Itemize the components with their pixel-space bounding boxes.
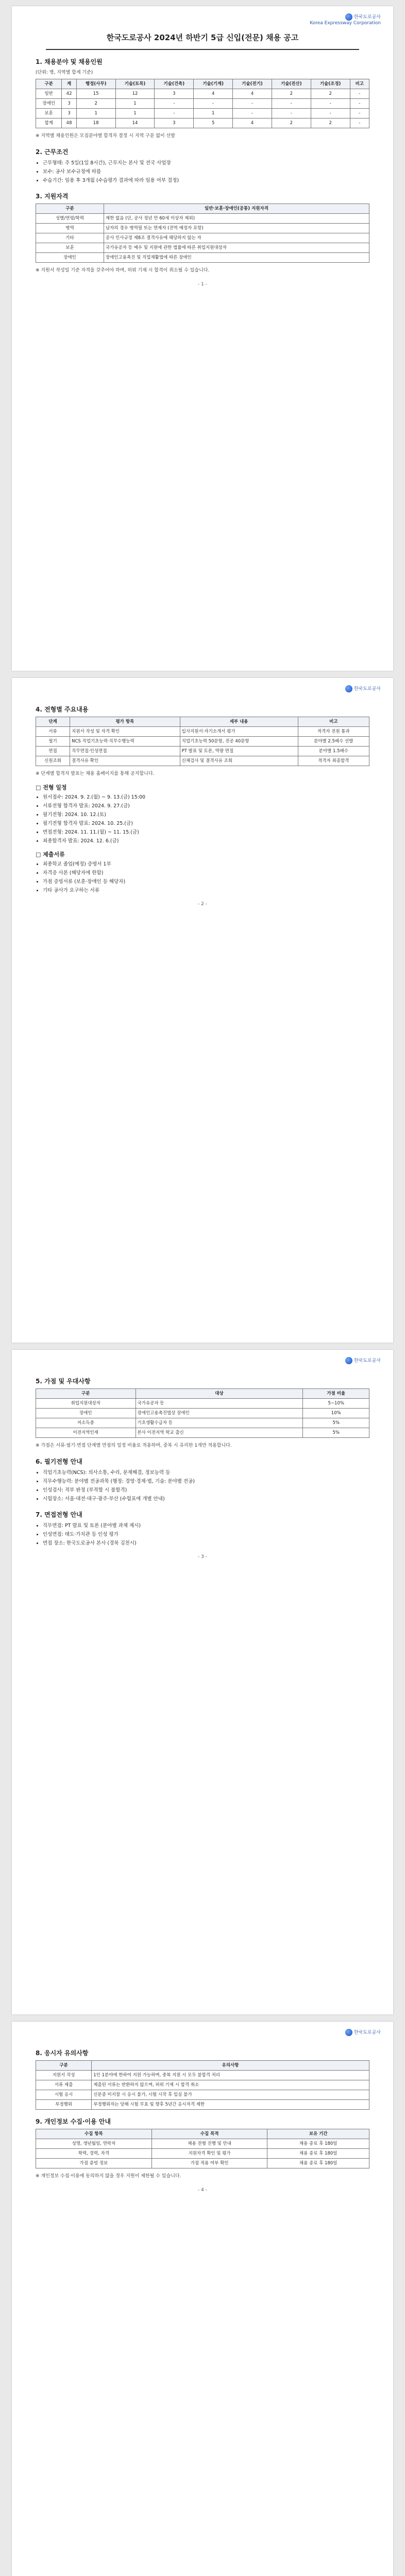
table-cell: - <box>311 109 350 118</box>
table-cell: 가점 적용 여부 확인 <box>151 2159 267 2168</box>
table-row <box>36 253 369 263</box>
list-item: • 직무수행능력: 분야별 전공과목 (행정: 경영·경제·법, 기술: 분야별 전공) <box>43 1478 369 1485</box>
section-title-qualifications: 3. 지원자격 <box>36 193 69 200</box>
table-cell: 채용 종료 후 180일 <box>267 2159 369 2168</box>
table-row <box>36 727 369 737</box>
table-cell: 5% <box>303 1418 369 1428</box>
table-header-row <box>36 204 369 214</box>
table-cell: 1 <box>115 99 155 109</box>
table-header-cell: 수집 목적 <box>151 2129 267 2139</box>
table-cell: - <box>233 99 272 109</box>
list-item: • 보수: 공사 보수규정에 따름 <box>43 168 369 176</box>
table-cell: 채용 종료 후 180일 <box>267 2139 369 2149</box>
recruit-table-note: (단위: 명, 지역별 합계 기준) <box>36 70 93 75</box>
table-header-cell: 비고 <box>298 717 369 727</box>
table-cell: - <box>350 99 369 109</box>
table-cell: 공사 인사규정 제8조 결격사유에 해당하지 않는 자 <box>104 233 369 243</box>
table-cell: 3 <box>62 99 76 109</box>
table-cell: 본사 이전지역 학교 출신 <box>136 1428 303 1438</box>
table-cell: 보훈 <box>36 109 62 118</box>
table-cell: 지원서 작성 및 자격 확인 <box>70 727 180 737</box>
table-row <box>36 737 369 747</box>
table-header-cell: 구분 <box>36 79 62 89</box>
table-cell: 1 <box>115 109 155 118</box>
table-cell: NCS 직업기초능력·직무수행능력 <box>70 737 180 747</box>
table-cell: 2 <box>311 89 350 99</box>
table-row <box>36 2139 369 2149</box>
table-cell: - <box>155 109 194 118</box>
section-title-interview: 7. 면접전형 안내 <box>36 1511 82 1518</box>
table-cell: 1 <box>76 109 115 118</box>
document-page-3 <box>12 1350 393 2014</box>
org-logo-subtext: Korea Expressway Corporation <box>310 21 381 26</box>
table-cell: 3 <box>62 109 76 118</box>
table-cell: 4 <box>233 118 272 128</box>
table-cell: 2 <box>311 118 350 128</box>
table-header-cell: 비고 <box>350 79 369 89</box>
table-cell: 적격자 최종합격 <box>298 756 369 766</box>
table-header-row <box>36 2061 369 2071</box>
table-cell: 신분증 미지참 시 응시 불가, 시험 시작 후 입실 불가 <box>92 2090 369 2100</box>
table-cell: 면접 <box>36 747 70 756</box>
qualification-table <box>36 204 369 263</box>
list-item: • 면접 장소: 한국도로공사 본사 (경북 김천시) <box>43 1539 369 1547</box>
table-cell: 14 <box>115 118 155 128</box>
table-cell: - <box>194 99 233 109</box>
table-header-cell: 기술(토목) <box>115 79 155 89</box>
documents-list <box>36 860 369 894</box>
table-header-cell: 단계 <box>36 717 70 727</box>
table-cell: PT 발표 및 토론, 역량 면접 <box>180 747 298 756</box>
list-item: • 가점 증빙서류 (보훈·장애인 등 해당자) <box>43 878 369 886</box>
table-cell: 18 <box>76 118 115 128</box>
table-header-cell: 계 <box>62 79 76 89</box>
list-item: • 서류전형 합격자 발표: 2024. 9. 27.(금) <box>43 802 369 810</box>
table-row <box>36 756 369 766</box>
table-cell: 국가유공자 등 <box>136 1399 303 1409</box>
table-cell: - <box>233 109 272 118</box>
table-row <box>36 233 369 243</box>
table-row <box>36 224 369 233</box>
table-header-cell: 세부 내용 <box>180 717 298 727</box>
table-cell: 적격자 전원 통과 <box>298 727 369 737</box>
table-row <box>36 99 369 109</box>
table-cell: 가점 증빙 정보 <box>36 2159 152 2168</box>
table-cell: 12 <box>115 89 155 99</box>
table-cell: 4 <box>194 89 233 99</box>
table-row <box>36 1399 369 1409</box>
org-logo-text: 한국도로공사 <box>353 2030 381 2036</box>
org-logo-text: 한국도로공사 <box>353 1358 381 1364</box>
table-cell: 장애인 <box>36 1409 136 1418</box>
page-number: - 4 - <box>198 2188 207 2193</box>
table-cell: 지원서 작성 <box>36 2071 92 2080</box>
table-cell: 신원조회 <box>36 756 70 766</box>
org-logo <box>345 2029 381 2036</box>
list-item: • 필기전형: 2024. 10. 12.(토) <box>43 811 369 819</box>
table-cell: 3 <box>155 89 194 99</box>
page-number: - 2 - <box>198 902 207 907</box>
section-title-bonus: 5. 가점 및 우대사항 <box>36 1378 91 1385</box>
table-cell: 2 <box>272 118 311 128</box>
table-header-cell: 기술(전기) <box>233 79 272 89</box>
table-cell: 보훈 <box>36 243 104 253</box>
table-header-cell: 일반·보훈·장애인(공통) 지원자격 <box>104 204 369 214</box>
table-header-cell: 평가 항목 <box>70 717 180 727</box>
table-cell: 채용 전형 진행 및 안내 <box>151 2139 267 2149</box>
stage-table <box>36 717 369 766</box>
table-cell: 병역 <box>36 224 104 233</box>
table-cell: - <box>350 109 369 118</box>
list-item: • 자격증 사본 (해당자에 한함) <box>43 869 369 877</box>
table-cell: 저소득층 <box>36 1418 136 1428</box>
bonus-table <box>36 1388 369 1438</box>
list-item: • 원서접수: 2024. 9. 2.(월) ~ 9. 13.(금) 15:00 <box>43 793 369 801</box>
table-row <box>36 2090 369 2100</box>
conditions-list <box>36 159 369 184</box>
list-item: • 기타 공사가 요구하는 서류 <box>43 887 369 894</box>
table-row <box>36 1409 369 1418</box>
org-logo <box>310 13 381 26</box>
table-cell: 5 <box>194 118 233 128</box>
list-item: • 수습기간: 임용 후 3개월 (수습평가 결과에 따라 임용 여부 결정) <box>43 177 369 184</box>
table-cell: - <box>350 118 369 128</box>
list-item: • 인성검사: 적부 판정 (부적합 시 불합격) <box>43 1486 369 1494</box>
table-header-cell: 가점 비율 <box>303 1389 369 1399</box>
table-cell: 필기 <box>36 737 70 747</box>
table-cell: 제출된 서류는 반환하지 않으며, 허위 기재 시 합격 취소 <box>92 2080 369 2090</box>
privacy-note: ※ 개인정보 수집·이용에 동의하지 않을 경우 지원이 제한될 수 있습니다. <box>36 2174 181 2179</box>
documents-title: □ 제출서류 <box>36 851 65 858</box>
schedule-list <box>36 793 369 845</box>
table-cell: 이전지역인재 <box>36 1428 136 1438</box>
table-row <box>36 1418 369 1428</box>
table-header-cell: 구분 <box>36 2061 92 2071</box>
table-cell: 성별/연령/학력 <box>36 214 104 224</box>
list-item: • 직무면접: PT 발표 및 토론 (분야별 과제 제시) <box>43 1522 369 1530</box>
org-logo-text: 한국도로공사 <box>353 686 381 692</box>
table-cell: 결격사유 확인 <box>70 756 180 766</box>
table-header-cell: 기술(전산) <box>272 79 311 89</box>
list-item: • 면접전형: 2024. 11. 11.(월) ~ 11. 15.(금) <box>43 828 369 836</box>
privacy-table <box>36 2129 369 2168</box>
document-page-2 <box>12 678 393 1343</box>
table-row <box>36 2100 369 2110</box>
document-page-1 <box>12 6 393 671</box>
section-title-written-test: 6. 필기전형 안내 <box>36 1458 82 1465</box>
page-number: - 3 - <box>198 1554 207 1560</box>
table-row <box>36 1428 369 1438</box>
written-test-list <box>36 1469 369 1503</box>
table-cell: 장애인고용촉진법상 장애인 <box>136 1409 303 1418</box>
list-item: • 인성면접: 태도·가치관 등 인성 평가 <box>43 1531 369 1538</box>
table-header-cell: 기술(조경) <box>311 79 350 89</box>
table-cell: 1 <box>194 109 233 118</box>
table-header-row <box>36 2129 369 2139</box>
table-header-cell: 유의사항 <box>92 2061 369 2071</box>
table-cell: 제한 없음 (단, 공사 정년 만 60세 이상자 제외) <box>104 214 369 224</box>
bonus-note: ※ 가점은 서류·필기·면접 단계별 만점의 일정 비율로 적용하며, 중복 시 유리한 1개만 적용합니다. <box>36 1443 232 1448</box>
table-cell: 시험 응시 <box>36 2090 92 2100</box>
table-header-row <box>36 1389 369 1399</box>
table-cell: 부정행위자는 당해 시험 무효 및 향후 5년간 응시자격 제한 <box>92 2100 369 2110</box>
table-cell: 서류 제출 <box>36 2080 92 2090</box>
qualification-note: ※ 지원서 작성일 기준 자격을 갖추어야 하며, 허위 기재 시 합격이 취소될 수 있습니다. <box>36 268 210 273</box>
section-title-stages: 4. 전형별 주요내용 <box>36 706 89 713</box>
list-item: • 최종학교 졸업(예정) 증명서 1부 <box>43 860 369 868</box>
org-logo-icon <box>345 2029 352 2036</box>
section-title-conditions: 2. 근무조건 <box>36 148 69 156</box>
table-cell: 기타 <box>36 233 104 243</box>
section-title-recruit: 1. 채용분야 및 채용인원 <box>36 58 103 65</box>
table-cell: 학력, 경력, 자격 <box>36 2149 152 2159</box>
table-cell: 국가유공자 등 예우 및 지원에 관한 법률에 따른 취업지원대상자 <box>104 243 369 253</box>
table-cell: 장애인고용촉진 및 직업재활법에 따른 장애인 <box>104 253 369 263</box>
table-cell: - <box>311 99 350 109</box>
table-cell: 직업기초능력 50문항, 전공 40문항 <box>180 737 298 747</box>
section-title-cautions: 8. 응시자 유의사항 <box>36 2049 89 2057</box>
table-cell: - <box>350 89 369 99</box>
table-cell: 합계 <box>36 118 62 128</box>
list-item: • 최종합격자 발표: 2024. 12. 6.(금) <box>43 837 369 845</box>
table-cell: 분야별 1.5배수 <box>298 747 369 756</box>
table-cell: 입사지원서·자기소개서 평가 <box>180 727 298 737</box>
table-cell: 직무면접·인성면접 <box>70 747 180 756</box>
table-cell: 2 <box>272 89 311 99</box>
table-header-cell: 기술(기계) <box>194 79 233 89</box>
org-logo <box>345 1357 381 1364</box>
table-cell: 1인 1분야에 한하여 지원 가능하며, 중복 지원 시 모두 불합격 처리 <box>92 2071 369 2080</box>
table-cell: 장애인 <box>36 99 62 109</box>
table-cell: 10% <box>303 1409 369 1418</box>
table-cell: 5~10% <box>303 1399 369 1409</box>
org-logo-icon <box>345 1357 352 1364</box>
table-row <box>36 2159 369 2168</box>
table-cell: 15 <box>76 89 115 99</box>
table-header-row <box>36 717 369 727</box>
table-cell: 신체검사 및 결격사유 조회 <box>180 756 298 766</box>
table-cell: 기초생활수급자 등 <box>136 1418 303 1428</box>
schedule-title: □ 전형 일정 <box>36 784 67 791</box>
page-number: - 1 - <box>198 282 207 287</box>
table-row <box>36 109 369 118</box>
table-cell: 5% <box>303 1428 369 1438</box>
list-item: • 시험장소: 서울·대전·대구·광주·부산 (수험표에 개별 안내) <box>43 1495 369 1503</box>
table-row <box>36 2071 369 2080</box>
table-cell: 48 <box>62 118 76 128</box>
table-row <box>36 747 369 756</box>
table-header-cell: 대상 <box>136 1389 303 1399</box>
table-cell: 지원자격 확인 및 평가 <box>151 2149 267 2159</box>
table-cell: 남자의 경우 병역필 또는 면제자 (전역 예정자 포함) <box>104 224 369 233</box>
table-cell: 취업지원대상자 <box>36 1399 136 1409</box>
table-cell: - <box>155 99 194 109</box>
table-cell: 42 <box>62 89 76 99</box>
document-title: 한국도로공사 2024년 하반기 5급 신입(전문) 채용 공고 <box>46 28 359 50</box>
table-header-row <box>36 79 369 89</box>
table-cell: 3 <box>155 118 194 128</box>
list-item: • 필기전형 합격자 발표: 2024. 10. 25.(금) <box>43 820 369 827</box>
section-title-privacy: 9. 개인정보 수집·이용 안내 <box>36 2118 111 2125</box>
table-header-cell: 수집 항목 <box>36 2129 152 2139</box>
document-page-4 <box>12 2022 393 2576</box>
recruit-footnote: ※ 지역별 채용인원은 모집분야별 합격자 결정 시 지역 구분 없이 선발 <box>36 133 175 139</box>
table-row <box>36 118 369 128</box>
table-header-cell: 기술(건축) <box>155 79 194 89</box>
org-logo-icon <box>345 685 352 692</box>
org-logo-text: 한국도로공사 <box>353 14 381 20</box>
table-row <box>36 243 369 253</box>
table-row <box>36 2080 369 2090</box>
table-row <box>36 2149 369 2159</box>
table-cell: - <box>272 109 311 118</box>
org-logo <box>345 685 381 692</box>
table-header-cell: 구분 <box>36 204 104 214</box>
org-logo-icon <box>345 13 352 21</box>
table-header-cell: 보유 기간 <box>267 2129 369 2139</box>
table-cell: - <box>272 99 311 109</box>
interview-list <box>36 1522 369 1547</box>
table-header-cell: 구분 <box>36 1389 136 1399</box>
table-row <box>36 89 369 99</box>
table-cell: 부정행위 <box>36 2100 92 2110</box>
table-cell: 4 <box>233 89 272 99</box>
table-cell: 분야별 2.5배수 선발 <box>298 737 369 747</box>
list-item: • 직업기초능력(NCS): 의사소통, 수리, 문제해결, 정보능력 등 <box>43 1469 369 1477</box>
table-cell: 서류 <box>36 727 70 737</box>
list-item: • 근무형태: 주 5일(1일 8시간), 근무지는 본사 및 전국 사업장 <box>43 159 369 167</box>
table-cell: 장애인 <box>36 253 104 263</box>
table-header-cell: 행정(사무) <box>76 79 115 89</box>
caution-table <box>36 2060 369 2110</box>
table-cell: 채용 종료 후 180일 <box>267 2149 369 2159</box>
stage-note: ※ 단계별 합격자 발표는 채용 홈페이지를 통해 공지합니다. <box>36 771 155 776</box>
table-row <box>36 214 369 224</box>
table-cell: 일반 <box>36 89 62 99</box>
recruit-table <box>36 79 369 128</box>
table-cell: 2 <box>76 99 115 109</box>
table-cell: 성명, 생년월일, 연락처 <box>36 2139 152 2149</box>
